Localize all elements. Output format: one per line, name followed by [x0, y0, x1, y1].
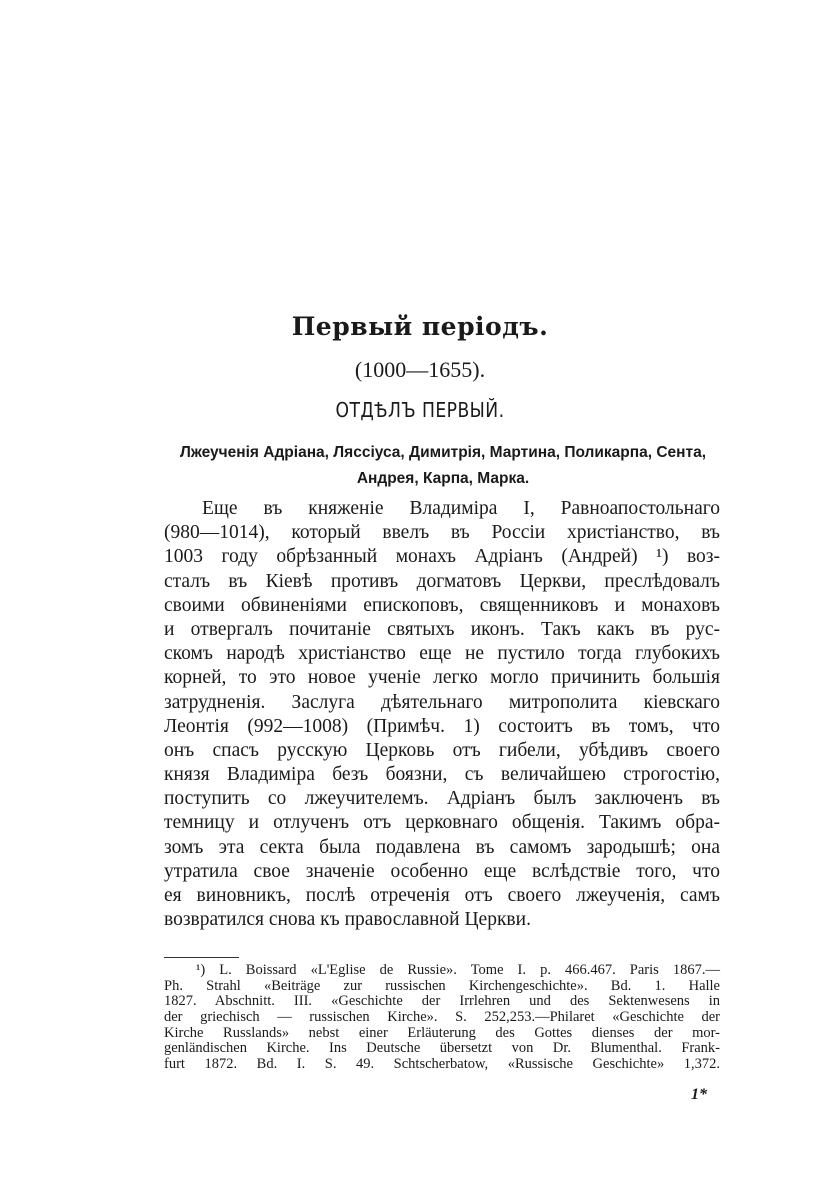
body-line: Еще въ княженіе Владиміра I, Равноапостольнаго: [202, 498, 720, 519]
body-line: темницу и отлученъ отъ церковнаго общенія. Такимъ обра-: [164, 812, 720, 834]
body-line: онъ спасъ русскую Церковь отъ гибели, убѣдивъ своего: [164, 739, 720, 761]
footnotes: [164, 963, 720, 1073]
footnote-line: 1827. Abschnitt. III. «Geschichte der Irrlehren und des Sektenwesens in: [164, 993, 720, 1010]
period-years: (1000—1655).: [354, 357, 486, 382]
body-line: ея виновникъ, послѣ отреченія отъ своего лжеученія, самъ: [164, 885, 720, 906]
body-line: поступить со лжеучителемъ. Адріанъ былъ заключенъ въ: [164, 788, 720, 810]
body-line: утратила свое значеніе особенно еще вслѣдствіе того, что: [164, 860, 720, 882]
section-subtitle: Лжеученія Адріана, Ляссіуса, Димитрія, Мартина, Поликарпа, Сента, Андрея, Карпа, Марка.: [179, 444, 707, 487]
body-line: своими обвиненіями епископовъ, священниковъ и монаховъ: [164, 594, 720, 616]
body-line: возвратился снова къ православной Церкви.: [164, 909, 531, 931]
body-line: князя Владиміра безъ боязни, съ величайшею строгостію,: [164, 764, 720, 786]
footnote-line: Kirche Russlands» nebst einer Erläuterung des Gottes dienses der mor-: [164, 1024, 720, 1041]
period-title: Первый періодъ.: [291, 312, 549, 341]
body-line: (980—1014), который ввелъ въ Россіи христіанство, въ: [164, 522, 720, 544]
footnote-line: ¹) L. Boissard «L'Eglise de Russie». Tome I. p. 466.467. Paris 1867.—: [196, 962, 720, 978]
body-line: зомъ эта секта была подавлена въ самомъ зародышѣ; она: [164, 836, 720, 858]
body-line: затрудненія. Заслуга дѣятельнаго митрополита кіевскаго: [164, 691, 720, 713]
section-title: ОТДѢЛЪ ПЕРВЫЙ.: [335, 398, 505, 422]
body-line: Леонтія (992—1008) (Примѣч. 1) состоитъ въ томъ, что: [164, 715, 720, 737]
footnote-line: der griechisch — russischen Kirche». S. 252,253.—Philaret «Geschichte der: [164, 1009, 720, 1026]
body-line: 1003 году обрѣзанный монахъ Адріанъ (Андрей) ¹) воз-: [164, 546, 720, 568]
body-text: [164, 497, 720, 932]
signature-mark: 1*: [691, 1086, 707, 1103]
footnote-line: genländischen Kirche. Ins Deutsche übersetzt von Dr. Blumenthal. Frank-: [164, 1040, 720, 1057]
footnote-divider: [164, 957, 239, 958]
body-line: и отвергалъ почитаніе святыхъ иконъ. Такъ какъ въ рус-: [164, 618, 720, 640]
footnote-line: furt 1872. Bd. I. S. 49. Schtscherbatow, «Russische Geschichte» 1,372.: [164, 1056, 720, 1073]
body-line: сталъ въ Кіевѣ противъ догматовъ Церкви, преслѣдовалъ: [164, 570, 720, 592]
body-line: скомъ народѣ христіанство еще не пустило тогда глубокихъ: [164, 643, 720, 665]
footnote-line: Ph. Strahl «Beiträge zur russischen Kirchengeschichte». Bd. 1. Halle: [164, 977, 720, 994]
body-line: корней, то это новое ученіе легко могло причинить большія: [164, 667, 720, 689]
